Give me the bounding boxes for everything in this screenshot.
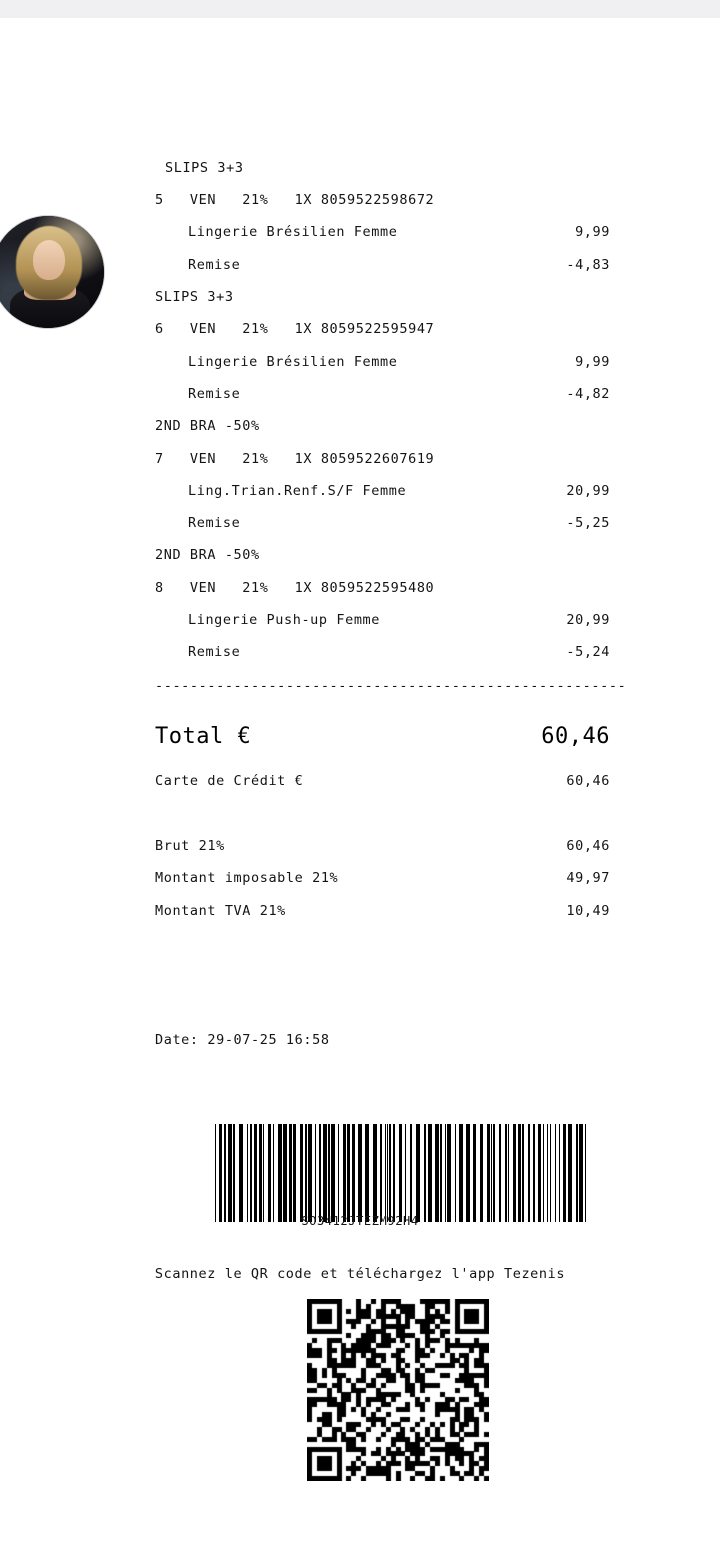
tax-row-label: Brut 21% [155, 838, 225, 854]
tax-row-amount: 10,49 [566, 903, 610, 919]
line-item-price: 9,99 [575, 354, 610, 370]
line-item-header: 5 VEN 21% 1X 8059522598672 [155, 192, 435, 208]
line-item-header: 7 VEN 21% 1X 8059522607619 [155, 451, 435, 467]
qr-code [307, 1299, 489, 1481]
receipt-date: Date: 29-07-25 16:58 [155, 1032, 330, 1048]
line-item-discount: Remise [188, 257, 241, 273]
tax-row-amount: 60,46 [566, 838, 610, 854]
promo-label: 2ND BRA -50% [155, 418, 260, 434]
payment-amount: 60,46 [566, 773, 610, 789]
barcode [215, 1124, 590, 1222]
line-item-header: 8 VEN 21% 1X 8059522595480 [155, 580, 435, 596]
line-item-description: Lingerie Push-up Femme [188, 612, 381, 628]
receipt-document [0, 18, 720, 1544]
line-item-description: Lingerie Brésilien Femme [188, 224, 398, 240]
promo-label: SLIPS 3+3 [155, 289, 234, 305]
line-item-discount-amount: -4,83 [566, 257, 610, 273]
line-item-discount: Remise [188, 644, 241, 660]
promo-label: 2ND BRA -50% [155, 547, 260, 563]
barcode-text: SO3412JTEZM92H4 [301, 1214, 419, 1228]
tax-row-amount: 49,97 [566, 870, 610, 886]
qr-caption: Scannez le QR code et téléchargez l'app Tezenis [154, 1266, 566, 1282]
receipt-separator: ------------------------------------------------------ [155, 678, 627, 694]
avatar-face [33, 240, 65, 280]
tax-row-label: Montant TVA 21% [155, 903, 286, 919]
line-item-header: 6 VEN 21% 1X 8059522595947 [155, 321, 435, 337]
tax-row-label: Montant imposable 21% [155, 870, 339, 886]
payment-method-label: Carte de Crédit € [155, 773, 304, 789]
line-item-discount-amount: -5,24 [566, 644, 610, 660]
line-item-description: Lingerie Brésilien Femme [188, 354, 398, 370]
line-item-discount: Remise [188, 386, 241, 402]
total-amount: 60,46 [541, 724, 610, 749]
avatar [0, 216, 104, 328]
line-item-description: Ling.Trian.Renf.S/F Femme [188, 483, 407, 499]
line-item-price: 20,99 [566, 612, 610, 628]
line-item-discount-amount: -5,25 [566, 515, 610, 531]
promo-label: SLIPS 3+3 [165, 160, 244, 176]
status-strip [0, 0, 720, 19]
line-item-price: 9,99 [575, 224, 610, 240]
line-item-discount: Remise [188, 515, 241, 531]
total-label: Total € [155, 724, 252, 749]
line-item-price: 20,99 [566, 483, 610, 499]
line-item-discount-amount: -4,82 [566, 386, 610, 402]
